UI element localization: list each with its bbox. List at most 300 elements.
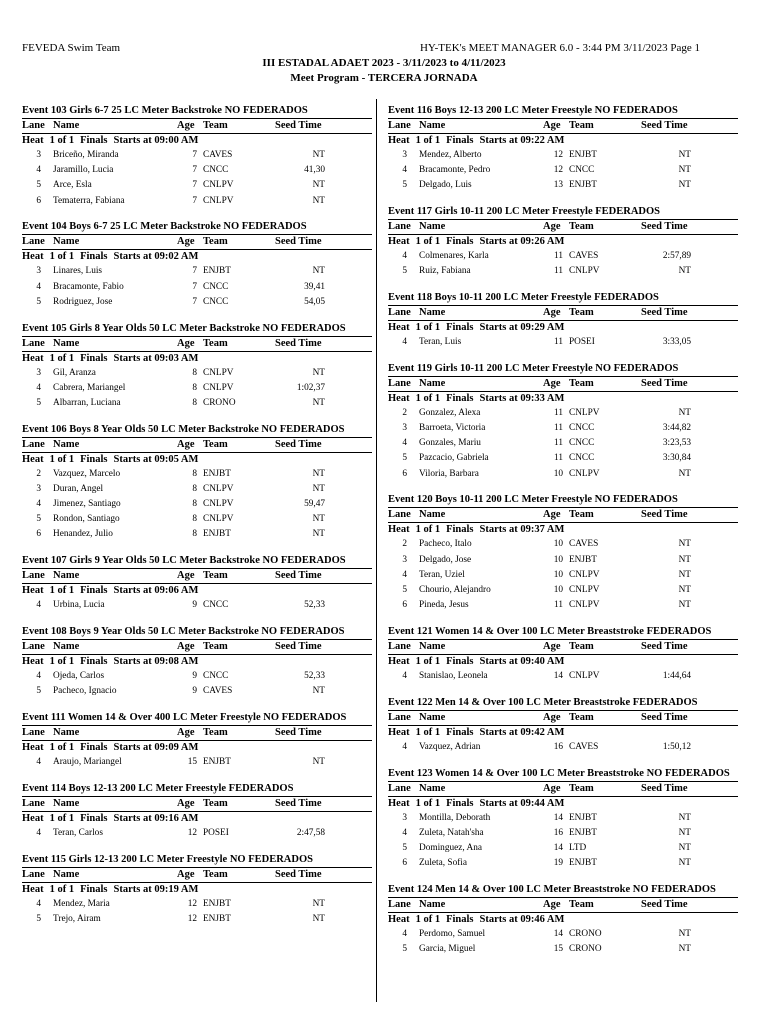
seed-time-header: Seed Time: [275, 868, 322, 880]
finals-label: Finals: [446, 797, 474, 809]
heat-line: [388, 321, 738, 335]
heat-label: Heat: [388, 135, 410, 146]
swimmer-team: CAVES: [569, 539, 599, 550]
entry-row: [22, 148, 372, 163]
swimmer-name: Stanislao, Leonela: [419, 670, 488, 681]
age-header: Age: [177, 236, 195, 248]
seed-time: NT: [312, 195, 325, 206]
finals-label: Finals: [446, 135, 474, 146]
age-header: Age: [177, 797, 195, 809]
seed-time-header: Seed Time: [641, 377, 688, 389]
lane-header: Lane: [388, 221, 411, 233]
finals-label: Finals: [80, 453, 108, 465]
swimmer-name: Teran, Uziel: [419, 569, 465, 580]
swimmer-name: Ruiz, Fabiana: [419, 266, 471, 277]
entry-row: [388, 568, 738, 583]
name-header: Name: [53, 640, 80, 652]
swimmer-name: Henandez, Julio: [53, 529, 113, 540]
swimmer-name: Bracamonte, Fabio: [53, 281, 124, 292]
name-header: Name: [53, 337, 80, 349]
entry-row: [22, 512, 372, 527]
swimmer-team: CNLPV: [569, 670, 600, 681]
start-time: Starts at 09:22 AM: [479, 135, 565, 146]
column-header: [22, 234, 372, 250]
event-title: Event 120 Boys 10-11 200 LC Meter Freestyle NO FEDERADOS: [388, 494, 678, 506]
seed-time-header: Seed Time: [641, 711, 688, 723]
column-header: [388, 376, 738, 392]
seed-time: NT: [678, 600, 691, 611]
swimmer-team: CNCC: [203, 281, 229, 292]
team-header: Team: [569, 509, 594, 521]
swimmer-team: CNLPV: [569, 585, 600, 595]
entry-row: [22, 912, 372, 927]
swimmer-team: ENJBT: [569, 827, 597, 838]
swimmer-name: Rondon, Santiago: [53, 514, 120, 525]
lane-number: 5: [402, 585, 407, 595]
entry-row: [388, 537, 738, 552]
heat-line: [388, 726, 738, 740]
swimmer-name: Chourio, Alejandro: [419, 585, 491, 595]
seed-time-header: Seed Time: [641, 307, 688, 319]
swimmer-age: 14: [553, 842, 563, 853]
swimmer-age: 7: [192, 150, 197, 160]
lane-number: 3: [402, 150, 407, 160]
swimmer-team: CAVES: [203, 150, 233, 160]
swimmer-team: CNCC: [569, 165, 595, 176]
heat-number: 1 of 1: [49, 585, 75, 597]
entry-row: [388, 264, 738, 279]
start-time: Starts at 09:19 AM: [113, 883, 199, 895]
lane-number: 5: [36, 913, 41, 924]
swimmer-team: ENJBT: [569, 858, 597, 869]
lane-header: Lane: [22, 120, 45, 131]
name-header: Name: [419, 640, 446, 652]
finals-label: Finals: [446, 392, 474, 404]
event-block: [22, 711, 372, 770]
column-header: [388, 781, 738, 797]
column-header: [388, 305, 738, 321]
swimmer-name: Ojeda, Carlos: [53, 670, 105, 681]
heat-label: Heat: [388, 797, 410, 809]
seed-time: NT: [312, 529, 325, 540]
swimmer-name: Gil, Aranza: [53, 367, 96, 378]
column-header: [388, 507, 738, 523]
event-title: Event 121 Women 14 & Over 100 LC Meter Breaststroke FEDERADOS: [388, 625, 712, 637]
team-header: Team: [569, 120, 594, 131]
swimmer-name: Gonzales, Mariu: [419, 438, 481, 449]
swimmer-team: ENJBT: [203, 468, 231, 479]
swimmer-age: 8: [192, 468, 197, 479]
finals-label: Finals: [80, 883, 108, 895]
event-title: Event 124 Men 14 & Over 100 LC Meter Breaststroke NO FEDERADOS: [388, 883, 716, 895]
swimmer-age: 14: [553, 928, 563, 939]
event-title: Event 114 Boys 12-13 200 LC Meter Freestyle FEDERADOS: [22, 782, 294, 794]
lane-number: 4: [402, 569, 407, 580]
lane-header: Lane: [22, 797, 45, 809]
lane-number: 4: [402, 165, 407, 176]
age-header: Age: [177, 640, 195, 652]
seed-time-header: Seed Time: [641, 509, 688, 521]
swimmer-team: CNLPV: [569, 266, 600, 277]
finals-label: Finals: [446, 726, 474, 738]
heat-label: Heat: [22, 585, 44, 597]
swimmer-team: ENJBT: [569, 150, 597, 160]
lane-header: Lane: [22, 438, 45, 450]
lane-number: 2: [402, 539, 407, 550]
team-header: Team: [569, 307, 594, 319]
entry-row: [22, 295, 372, 310]
seed-time: 2:47,58: [296, 827, 325, 838]
column-header: [22, 725, 372, 741]
swimmer-name: Mendez, Maria: [53, 898, 110, 909]
event-title: Event 118 Boys 10-11 200 LC Meter Freestyle FEDERADOS: [388, 292, 659, 304]
entry-row: [388, 856, 738, 871]
column-header: [22, 437, 372, 453]
lane-number: 5: [36, 686, 41, 697]
lane-header: Lane: [388, 377, 411, 389]
lane-number: 4: [402, 251, 407, 262]
swimmer-name: Viloria, Barbara: [419, 468, 479, 479]
event-title: Event 122 Men 14 & Over 100 LC Meter Breaststroke FEDERADOS: [388, 696, 698, 708]
entry-row: [388, 811, 738, 826]
finals-label: Finals: [80, 352, 108, 364]
lane-number: 5: [402, 266, 407, 277]
team-header: Team: [569, 782, 594, 794]
heat-label: Heat: [388, 655, 410, 667]
swimmer-name: Mendez, Alberto: [419, 150, 482, 160]
lane-number: 4: [36, 281, 41, 292]
swimmer-age: 8: [192, 367, 197, 378]
column-header: [22, 568, 372, 584]
swimmer-team: POSEI: [569, 337, 595, 348]
heat-label: Heat: [22, 741, 44, 753]
swimmer-age: 15: [187, 756, 197, 767]
swimmer-age: 12: [553, 150, 563, 160]
swimmer-age: 10: [553, 539, 563, 550]
swimmer-age: 10: [553, 468, 563, 479]
swimmer-team: CNLPV: [203, 367, 234, 378]
heat-line: [388, 235, 738, 249]
event-block: [388, 767, 738, 872]
column-header: [22, 639, 372, 655]
event-title: Event 106 Boys 8 Year Olds 50 LC Meter Backstroke NO FEDERADOS: [22, 423, 345, 435]
seed-time: NT: [678, 554, 691, 565]
heat-label: Heat: [388, 236, 410, 248]
entry-row: [22, 194, 372, 209]
swimmer-team: CNCC: [203, 670, 229, 681]
swimmer-team: ENJBT: [203, 266, 231, 277]
entry-row: [22, 178, 372, 193]
lane-number: 4: [36, 382, 41, 393]
swimmer-team: CNLPV: [203, 180, 234, 191]
lane-number: 6: [402, 600, 407, 611]
seed-time: NT: [678, 539, 691, 550]
heat-number: 1 of 1: [49, 453, 75, 465]
event-title: Event 117 Girls 10-11 200 LC Meter Freestyle FEDERADOS: [388, 206, 660, 218]
name-header: Name: [53, 438, 80, 450]
swimmer-age: 15: [553, 944, 563, 955]
column-header: [388, 710, 738, 726]
heat-label: Heat: [22, 251, 44, 263]
start-time: Starts at 09:03 AM: [113, 352, 199, 364]
swimmer-age: 8: [192, 397, 197, 408]
heat-label: Heat: [22, 655, 44, 667]
swimmer-age: 7: [192, 281, 197, 292]
seed-time-header: Seed Time: [275, 640, 322, 652]
lane-number: 4: [36, 898, 41, 909]
seed-time: NT: [312, 180, 325, 191]
event-block: [388, 493, 738, 613]
seed-time: 1:02,37: [296, 382, 325, 393]
event-block: [388, 205, 738, 279]
lane-number: 5: [36, 397, 41, 408]
finals-label: Finals: [446, 913, 474, 925]
seed-time-header: Seed Time: [275, 120, 322, 131]
seed-time: 2:57,89: [662, 251, 691, 262]
swimmer-team: CNLPV: [203, 499, 234, 510]
swimmer-age: 11: [554, 266, 563, 277]
event-block: [388, 696, 738, 755]
seed-time: NT: [678, 407, 691, 418]
lane-number: 2: [402, 407, 407, 418]
lane-number: 4: [36, 670, 41, 681]
event-block: [22, 782, 372, 841]
seed-time: 41,30: [304, 165, 325, 176]
name-header: Name: [419, 782, 446, 794]
lane-number: 4: [402, 337, 407, 348]
finals-label: Finals: [446, 524, 474, 536]
entry-row: [22, 497, 372, 512]
team-header: Team: [203, 120, 228, 131]
event-title: Event 107 Girls 9 Year Olds 50 LC Meter Backstroke NO FEDERADOS: [22, 555, 346, 567]
swimmer-age: 11: [554, 407, 563, 418]
name-header: Name: [53, 570, 80, 582]
lane-number: 4: [402, 670, 407, 681]
heat-label: Heat: [22, 352, 44, 364]
swimmer-team: CNLPV: [569, 468, 600, 479]
swimmer-team: CNLPV: [569, 407, 600, 418]
age-header: Age: [543, 640, 561, 652]
seed-time: NT: [678, 827, 691, 838]
swimmer-age: 12: [187, 913, 197, 924]
age-header: Age: [543, 898, 561, 910]
seed-time: NT: [678, 165, 691, 176]
swimmer-team: ENJBT: [203, 529, 231, 540]
age-header: Age: [177, 438, 195, 450]
name-header: Name: [419, 120, 446, 131]
column-header: [388, 219, 738, 235]
team-name: FEVEDA Swim Team: [22, 42, 121, 54]
swimmer-age: 8: [192, 499, 197, 510]
entry-row: [388, 421, 738, 436]
event-block: [22, 423, 372, 543]
seed-time-header: Seed Time: [275, 438, 322, 450]
team-header: Team: [203, 337, 228, 349]
lane-number: 6: [36, 195, 41, 206]
entry-row: [22, 396, 372, 411]
swimmer-team: CNLPV: [203, 514, 234, 525]
team-header: Team: [203, 726, 228, 738]
swimmer-age: 11: [554, 423, 563, 434]
swimmer-age: 14: [553, 670, 563, 681]
age-header: Age: [543, 221, 561, 233]
lane-header: Lane: [22, 726, 45, 738]
swimmer-name: Zuleta, Natah'sha: [419, 827, 484, 838]
swimmer-age: 9: [192, 600, 197, 611]
event-block: [388, 883, 738, 957]
swimmer-name: Vazquez, Adrian: [419, 741, 481, 752]
seed-time: NT: [678, 266, 691, 277]
entry-row: [388, 335, 738, 350]
heat-number: 1 of 1: [415, 913, 441, 925]
heat-number: 1 of 1: [49, 812, 75, 824]
start-time: Starts at 09:16 AM: [113, 812, 199, 824]
event-title: Event 104 Boys 6-7 25 LC Meter Backstroke NO FEDERADOS: [22, 221, 307, 233]
seed-time: NT: [312, 468, 325, 479]
entry-row: [22, 482, 372, 497]
lane-number: 3: [402, 423, 407, 434]
heat-line: [388, 392, 738, 406]
finals-label: Finals: [446, 655, 474, 667]
name-header: Name: [53, 797, 80, 809]
entry-row: [22, 684, 372, 699]
lane-number: 5: [36, 514, 41, 525]
seed-time: NT: [678, 858, 691, 869]
team-header: Team: [203, 797, 228, 809]
swimmer-name: Pazcacio, Gabriela: [419, 453, 489, 464]
swimmer-age: 10: [553, 585, 563, 595]
seed-time: NT: [312, 514, 325, 525]
entry-row: [388, 249, 738, 264]
lane-number: 6: [402, 468, 407, 479]
swimmer-team: CNLPV: [203, 382, 234, 393]
seed-time: 1:50,12: [662, 741, 691, 752]
lane-header: Lane: [22, 570, 45, 582]
swimmer-name: Perdomo, Samuel: [419, 928, 486, 939]
entry-row: [388, 163, 738, 178]
entry-row: [22, 598, 372, 613]
swimmer-age: 16: [553, 741, 563, 752]
software-info: HY-TEK's MEET MANAGER 6.0 - 3:44 PM 3/11/2023 Page 1: [419, 42, 700, 54]
swimmer-age: 13: [553, 180, 563, 191]
entry-row: [388, 669, 738, 684]
lane-number: 5: [402, 180, 407, 191]
entry-row: [388, 927, 738, 942]
column-header: [22, 796, 372, 812]
entry-row: [22, 264, 372, 279]
swimmer-name: Albarran, Luciana: [53, 397, 121, 408]
seed-time: NT: [312, 913, 325, 924]
entry-row: [22, 280, 372, 295]
heat-line: [388, 913, 738, 927]
swimmer-name: Delgado, Jose: [419, 554, 472, 565]
entry-row: [388, 841, 738, 856]
start-time: Starts at 09:40 AM: [479, 655, 565, 667]
swimmer-team: CNCC: [203, 600, 229, 611]
swimmer-name: Pineda, Jesus: [419, 600, 469, 611]
heat-number: 1 of 1: [415, 392, 441, 404]
seed-time: NT: [678, 150, 691, 160]
swimmer-name: Bracamonte, Pedro: [419, 165, 491, 176]
swimmer-age: 11: [554, 600, 563, 611]
seed-time-header: Seed Time: [641, 221, 688, 233]
swimmer-name: Dominguez, Ana: [419, 842, 482, 853]
swimmer-age: 19: [553, 858, 563, 869]
event-title: Event 115 Girls 12-13 200 LC Meter Freestyle NO FEDERADOS: [22, 853, 313, 865]
lane-number: 4: [402, 827, 407, 838]
swimmer-name: Duran, Angel: [53, 483, 104, 494]
start-time: Starts at 09:08 AM: [113, 655, 199, 667]
heat-label: Heat: [22, 812, 44, 824]
start-time: Starts at 09:46 AM: [479, 913, 565, 925]
swimmer-name: Pacheco, Italo: [419, 539, 472, 550]
age-header: Age: [543, 307, 561, 319]
swimmer-name: Rodriguez, Jose: [53, 296, 113, 307]
start-time: Starts at 09:44 AM: [479, 797, 565, 809]
entry-row: [388, 451, 738, 466]
heat-line: [388, 655, 738, 669]
swimmer-name: Garcia, Miguel: [419, 944, 476, 955]
swimmer-team: CRONO: [203, 397, 236, 408]
swimmer-age: 11: [554, 251, 563, 262]
swimmer-team: ENJBT: [569, 180, 597, 191]
swimmer-age: 10: [553, 554, 563, 565]
name-header: Name: [53, 120, 80, 131]
team-header: Team: [569, 640, 594, 652]
start-time: Starts at 09:00 AM: [113, 135, 199, 146]
heat-line: [388, 523, 738, 537]
seed-time-header: Seed Time: [275, 236, 322, 248]
swimmer-age: 10: [553, 569, 563, 580]
column-header: [22, 118, 372, 134]
lane-number: 3: [402, 554, 407, 565]
seed-time: NT: [312, 367, 325, 378]
age-header: Age: [543, 120, 561, 131]
seed-time-header: Seed Time: [641, 120, 688, 131]
swimmer-name: Urbina, Lucia: [53, 600, 105, 611]
swimmer-name: Arce, Esla: [53, 180, 92, 191]
swimmer-team: CNCC: [569, 438, 595, 449]
event-title: Event 111 Women 14 & Over 400 LC Meter Freestyle NO FEDERADOS: [22, 711, 347, 723]
seed-time-header: Seed Time: [275, 570, 322, 582]
heat-label: Heat: [388, 322, 410, 334]
heat-number: 1 of 1: [415, 322, 441, 334]
lane-number: 3: [36, 150, 41, 160]
seed-time-header: Seed Time: [275, 726, 322, 738]
age-header: Age: [177, 337, 195, 349]
seed-time: NT: [678, 585, 691, 595]
name-header: Name: [419, 509, 446, 521]
swimmer-name: Briceño, Miranda: [53, 150, 119, 160]
seed-time: 3:23,53: [662, 438, 691, 449]
start-time: Starts at 09:33 AM: [479, 392, 565, 404]
lane-number: 3: [36, 483, 41, 494]
finals-label: Finals: [446, 236, 474, 248]
entry-row: [22, 366, 372, 381]
swimmer-team: CNCC: [203, 165, 229, 176]
event-title: Event 103 Girls 6-7 25 LC Meter Backstroke NO FEDERADOS: [22, 105, 308, 116]
swimmer-age: 12: [187, 827, 197, 838]
event-title: Event 119 Girls 10-11 200 LC Meter Freestyle NO FEDERADOS: [388, 362, 679, 374]
swimmer-age: 14: [553, 812, 563, 823]
heat-number: 1 of 1: [49, 135, 75, 146]
swimmer-age: 7: [192, 266, 197, 277]
seed-time-header: Seed Time: [641, 640, 688, 652]
name-header: Name: [419, 377, 446, 389]
swimmer-team: CNLPV: [569, 569, 600, 580]
swimmer-name: Tematerra, Fabiana: [53, 195, 125, 206]
swimmer-age: 9: [192, 686, 197, 697]
